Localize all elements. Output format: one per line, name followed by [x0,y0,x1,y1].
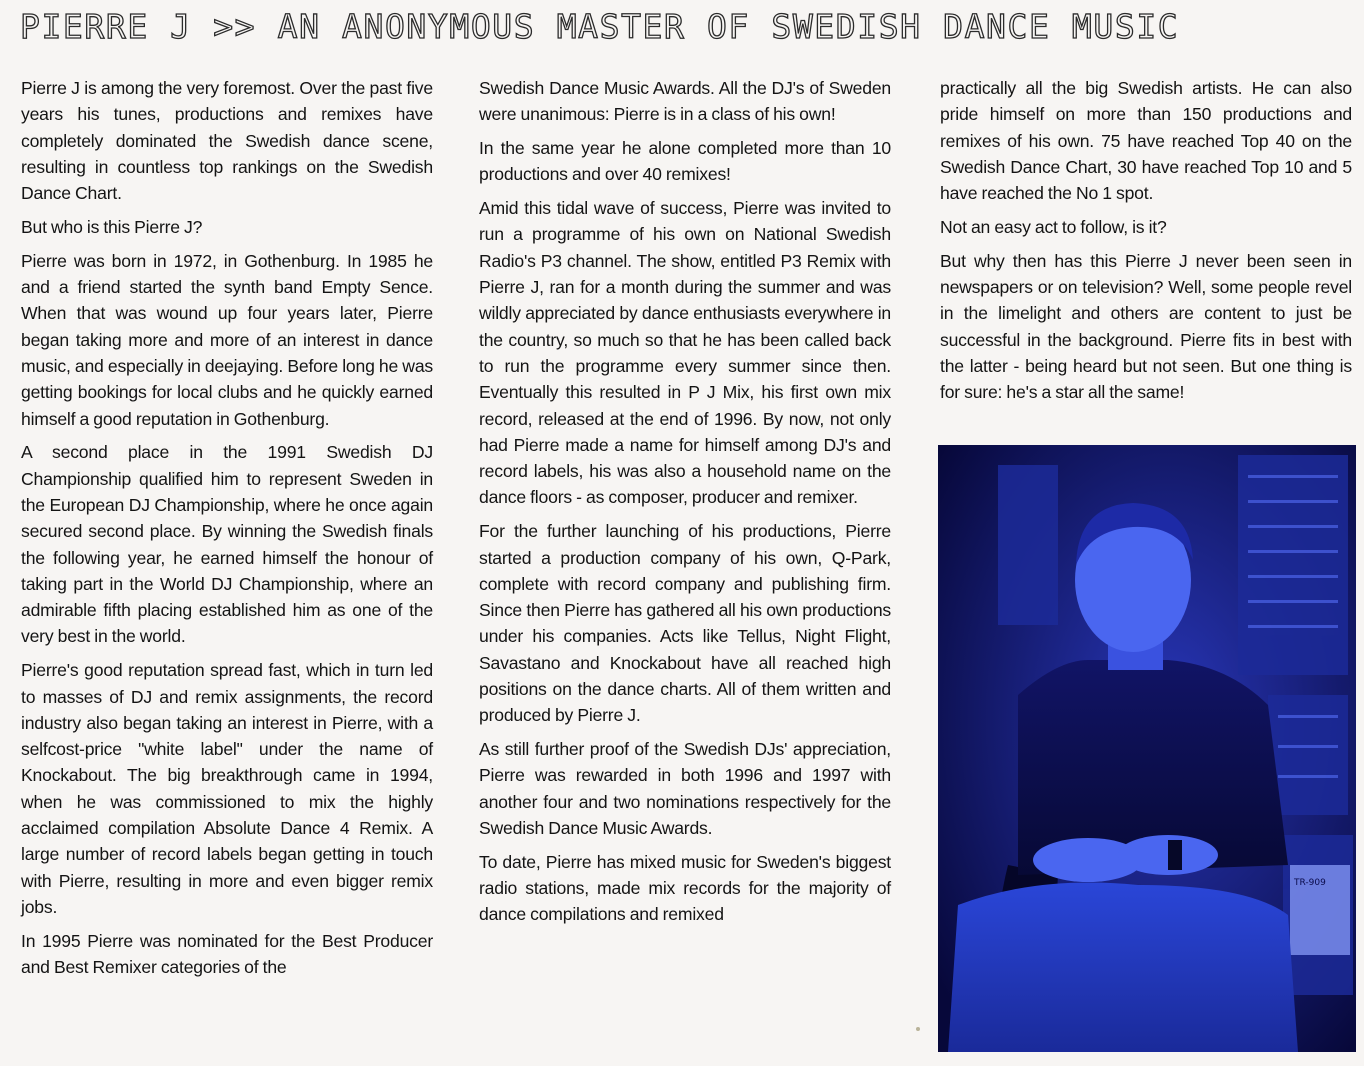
paragraph: Not an easy act to follow, is it? [940,216,1167,237]
paragraph: In 1995 Pierre was nominated for the Best Producer and Best Remixer categories of the [21,930,433,977]
portrait-illustration [938,445,1356,1052]
paragraph: Pierre's good reputation spread fast, which in turn led to masses of DJ and remix assignments, the record industry also began taking an interest in Pierre, with a selfcost-price "white label" under the name of Knockabout. The big breakthrough came in 1994, when he was commissioned to mix the highly acclaimed compilation Absolute Dance 4 Remix. A large number of record labels began getting in touch with Pierre, resulting in more and even bigger remix jobs. [21,660,433,917]
paragraph: But why then has this Pierre J never been seen in newspapers or on television? Well, some people revel in the limelight and others are content to just be successful in the background. Pierre fits in best with the latter - being heard but not seen. But one thing is for sure: he's a star all the same! [940,250,1352,403]
paragraph: For the further launching of his productions, Pierre started a production company of his own, Q-Park, complete with record company and publishing firm. Since then Pierre has gathered all his own productions under his companies. Acts like Tellus, Night Flight, Savastano and Knockabout have all reached high positions on the dance charts. All of them written and produced by Pierre J. [479,521,891,726]
paragraph: But who is this Pierre J? [21,216,203,237]
article-title: PIERRE J >> AN ANONYMOUS MASTER OF SWEDISH DANCE MUSIC [20,7,1180,46]
text-column-1 [21,75,433,1060]
paragraph: Amid this tidal wave of success, Pierre was invited to run a programme of his own on National Swedish Radio's P3 channel. The show, entitled P3 Remix with Pierre J, ran for a month during the summer and was wildly appreciated by dance enthusiasts everywhere in the country, so much so that he has been called back to run the programme every summer since then. Eventually this resulted in P J Mix, his first own mix record, released at the end of 1996. By now, not only had Pierre made a name for himself among DJ's and record labels, his was also a household name on the dance floors - as composer, producer and remixer. [479,198,891,508]
paragraph: practically all the big Swedish artists. He can also pride himself on more than 150 productions and remixes of his own. 75 have reached Top 40 on the Swedish Dance Chart, 30 have reached Top 10 and 5 have reached the No 1 spot. [940,78,1352,204]
paragraph: A second place in the 1991 Swedish DJ Championship qualified him to represent Sweden in the European DJ Championship, where he once again secured second place. By winning the Swedish finals the following year, he earned himself the honour of taking part in the World DJ Championship, where an admirable fifth placing established him as one of the very best in the world. [21,442,433,647]
text-column-3 [940,75,1352,445]
paragraph: To date, Pierre has mixed music for Sweden's biggest radio stations, made mix records for the majority of dance compilations and remixed [479,851,891,925]
portrait-photo [938,445,1356,1052]
paragraph: As still further proof of the Swedish DJs' appreciation, Pierre was rewarded in both 1996 and 1997 with another four and two nominations respectively for the Swedish Dance Music Awards. [479,739,891,839]
paragraph: Pierre J is among the very foremost. Over the past five years his tunes, productions and remixes have completely dominated the Swedish dance scene, resulting in countless top rankings on the Swedish Dance Chart. [21,78,433,204]
paragraph: Pierre was born in 1972, in Gothenburg. In 1985 he and a friend started the synth band Empty Sence. When that was wound up four years later, Pierre began taking more and more of an interest in dance music, and especially in deejaying. Before long he was getting bookings for local clubs and he quickly earned himself a good reputation in Gothenburg. [21,250,433,429]
paragraph: In the same year he alone completed more than 10 productions and over 40 remixes! [479,138,891,185]
paragraph: Swedish Dance Music Awards. All the DJ's of Sweden were unanimous: Pierre is in a class of his own! [479,78,891,125]
person-legs [948,883,1298,1053]
wristwatch [1168,840,1182,870]
drum-machine-label: TR-909 [1294,878,1326,888]
print-speck [916,1027,920,1031]
text-column-2 [479,75,891,1060]
